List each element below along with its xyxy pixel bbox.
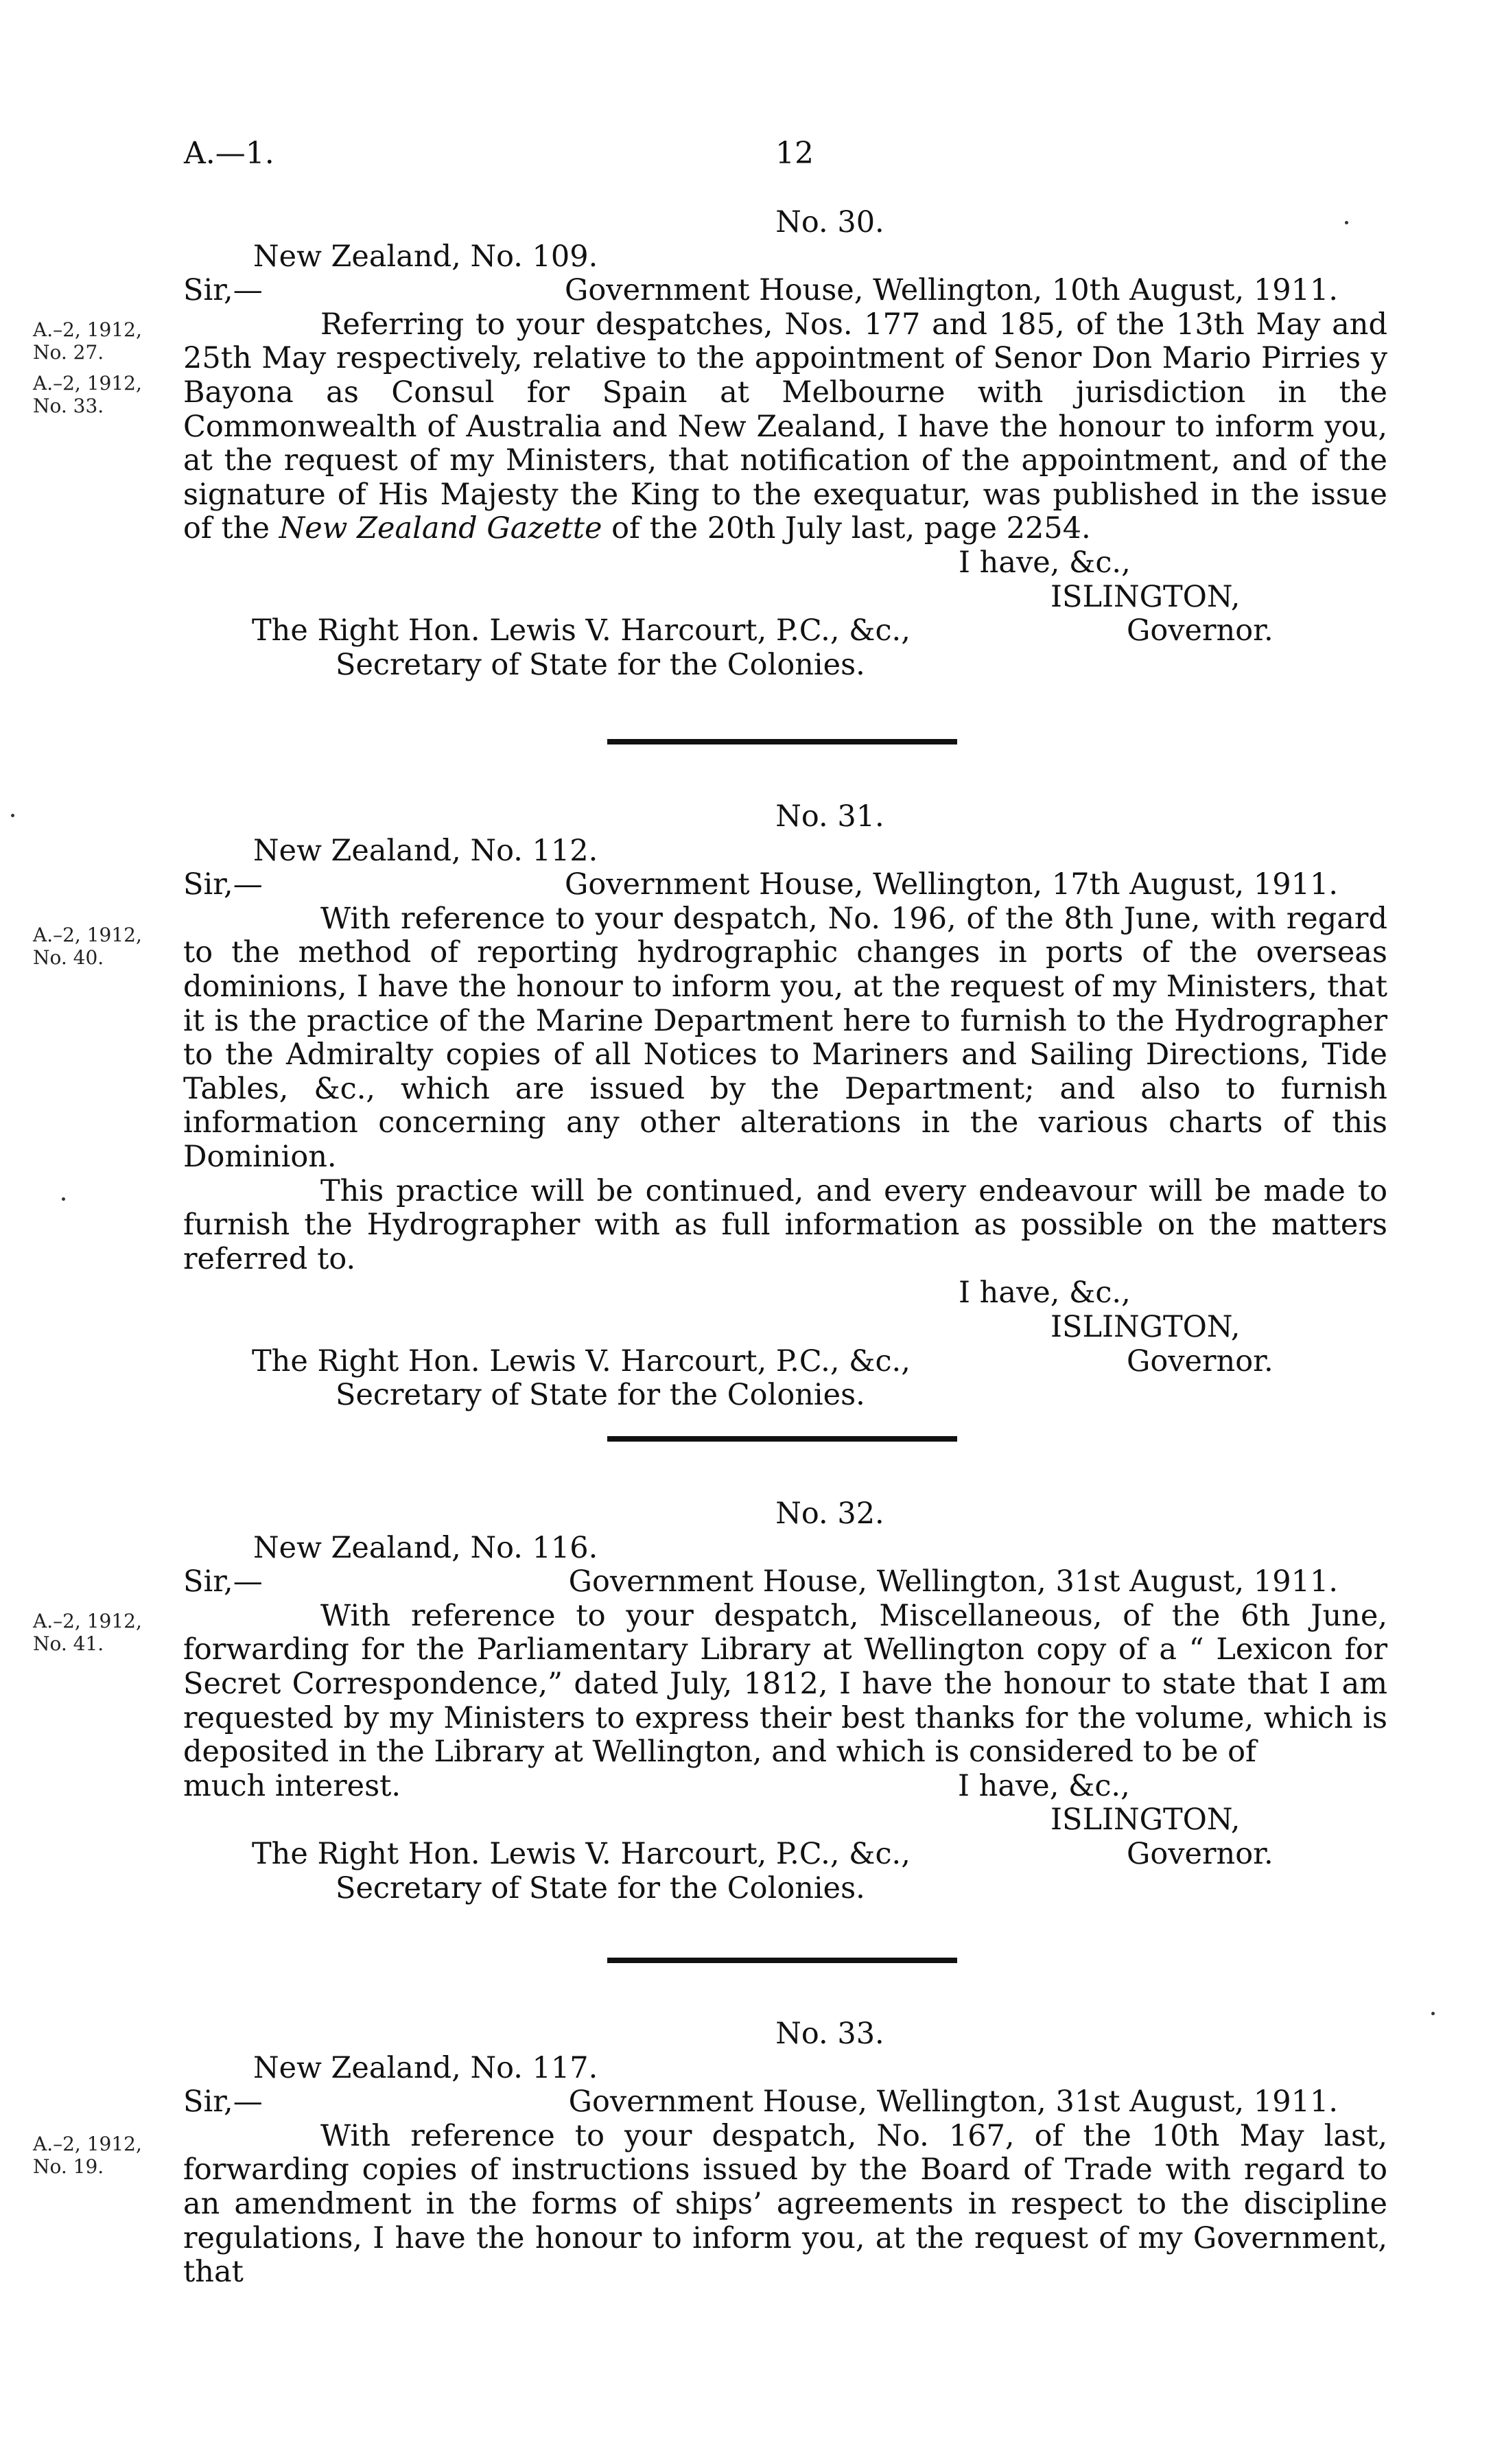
salutation: Sir,—	[183, 273, 263, 308]
despatch-reference: New Zealand, No. 117.	[253, 2050, 598, 2085]
place-date: Government House, Wellington, 10th August, 1911.	[565, 273, 1338, 308]
page-number: 12	[775, 136, 814, 171]
despatch-reference: New Zealand, No. 112.	[253, 833, 598, 868]
addressee: The Right Hon. Lewis V. Harcourt, P.C., &c.,	[252, 1836, 911, 1871]
signatory-title: Governor.	[1127, 613, 1273, 648]
closing: I have, &c.,	[959, 1276, 1131, 1311]
salutation: Sir,—	[183, 1564, 263, 1599]
gazette-title: New Zealand Gazette	[279, 511, 602, 546]
addressee-office: Secretary of State for the Colonies.	[336, 647, 865, 682]
letter-body: With reference to your despatch, No. 196, of the 8th June, with regard to the method of reporting hydrographic changes in ports of the overseas dominions, I have the honour to inform you, at the request of my Ministers, that it is the practice of the Marine Department here to furnish to the Hydrographer to the Admiralty copies of all Notices to Mariners and Sailing Directions, Tide Tables, &c., which are issued by the Department; and also to furnish information concerning any other alterations in the various charts of this Dominion. This practice will be continued, and every endeavour will be made to furnish the Hydrographer with as full information as possible on the matters referred to.	[183, 901, 1387, 1276]
margin-note: A.–2, 1912, No. 19.	[33, 2133, 142, 2178]
letter-number: No. 33.	[775, 2017, 884, 2051]
margin-note: A.–2, 1912, No. 27. A.–2, 1912, No. 33.	[33, 318, 142, 417]
letter-body: With reference to your despatch, Miscellaneous, of the 6th June, forwarding for the Parliamentary Library at Wellington copy of a “ Lexicon for Secret Correspondence,” dated July, 1812, I have the honour to state that I am requested by my Ministers to express their best thanks for the volume, which is deposited in the Library at Wellington, and which is considered to be of	[183, 1598, 1387, 1770]
despatch-reference: New Zealand, No. 116.	[253, 1530, 598, 1565]
section-divider	[607, 739, 957, 744]
signatory-title: Governor.	[1127, 1836, 1273, 1871]
letter-number: No. 30.	[775, 205, 884, 239]
signatory: ISLINGTON,	[1050, 1803, 1241, 1838]
addressee: The Right Hon. Lewis V. Harcourt, P.C., &c.,	[252, 1344, 911, 1378]
speck-mark	[62, 1197, 65, 1201]
closing: I have, &c.,	[958, 1768, 1130, 1803]
salutation: Sir,—	[183, 2085, 263, 2120]
despatch-reference: New Zealand, No. 109.	[253, 239, 598, 274]
letter-body: With reference to your despatch, No. 167, of the 10th May last, forwarding copies of instructions issued by the Board of Trade with regard to an amendment in the forms of ships’ agreements in respect to the discipline regulations, I have the honour to inform you, at the request of my Government, that	[183, 2118, 1387, 2290]
addressee-office: Secretary of State for the Colonies.	[336, 1378, 865, 1413]
letter-no-30	[183, 206, 1387, 682]
document-reference: A.—1.	[184, 136, 274, 171]
closing: I have, &c.,	[959, 545, 1131, 580]
letter-no-33	[183, 2017, 1387, 2290]
letter-no-31	[183, 800, 1387, 1413]
letter-body-end: much interest.	[183, 1768, 401, 1803]
letter-body: Referring to your despatches, Nos. 177 and 185, of the 13th May and 25th May respectively, relative to the appointment of Senor Don Mario Pirries y Bayona as Consul for Spain at Melbourne with jurisdiction in the Commonwealth of Australia and New Zealand, I have the honour to inform you, at the request of my Ministers, that notification of the appointment, and of the signature of His Majesty the King to the exequatur, was published in the issue of the New Zealand Gazette of the 20th July last, page 2254.	[183, 307, 1387, 546]
signatory: ISLINGTON,	[1050, 579, 1241, 614]
addressee: The Right Hon. Lewis V. Harcourt, P.C., &c.,	[252, 613, 911, 648]
signatory-title: Governor.	[1127, 1344, 1273, 1378]
signatory: ISLINGTON,	[1050, 1309, 1241, 1344]
speck-mark	[1431, 2012, 1435, 2015]
addressee-office: Secretary of State for the Colonies.	[336, 1870, 865, 1905]
margin-note: A.–2, 1912, No. 41.	[33, 1610, 142, 1655]
letter-number: No. 32.	[775, 1497, 884, 1531]
margin-note: A.–2, 1912, No. 40.	[33, 924, 142, 969]
place-date: Government House, Wellington, 31st August, 1911.	[568, 1564, 1338, 1599]
speck-mark	[11, 814, 14, 817]
letter-no-32	[183, 1497, 1387, 1905]
letter-number: No. 31.	[775, 799, 884, 834]
place-date: Government House, Wellington, 31st August, 1911.	[568, 2085, 1338, 2120]
salutation: Sir,—	[183, 867, 263, 902]
place-date: Government House, Wellington, 17th August, 1911.	[565, 867, 1338, 902]
section-divider	[607, 1958, 957, 1963]
section-divider	[607, 1436, 957, 1442]
